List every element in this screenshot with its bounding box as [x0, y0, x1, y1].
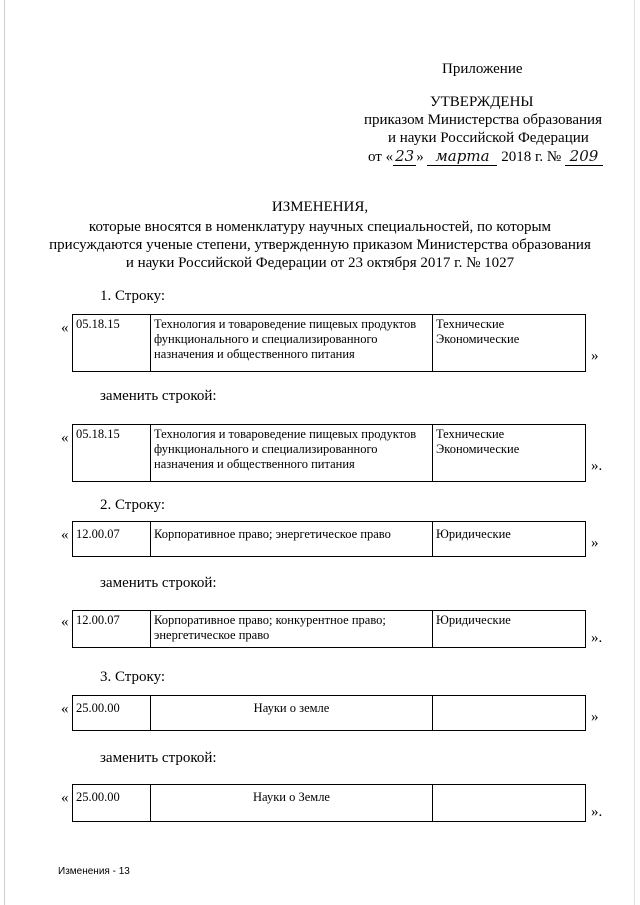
quote-open: «: [61, 790, 69, 806]
table-row: [72, 314, 586, 372]
table-row: [72, 784, 586, 822]
science-field: Юридические: [436, 527, 511, 541]
section-3-old-row: [58, 695, 618, 731]
replace-label-3: заменить строкой:: [100, 750, 217, 766]
scan-edge-left: [4, 0, 5, 905]
quote-open: «: [61, 430, 69, 446]
order-date-line: [368, 148, 603, 167]
specialty-name: Науки о Земле: [151, 785, 433, 821]
page-footer: Изменения - 13: [58, 866, 130, 877]
specialty-name: Технология и товароведение пищевых продуктов функционального и специализированного назначения и общественного питания: [151, 315, 433, 371]
science-field: Технические Экономические: [436, 317, 520, 346]
science-field: Технические Экономические: [436, 427, 520, 456]
section-1-old-row: [58, 314, 618, 372]
table-row: [72, 424, 586, 482]
science-field: Юридические: [436, 613, 511, 627]
replace-label-2: заменить строкой:: [100, 575, 217, 591]
specialty-code: 05.18.15: [73, 315, 151, 371]
quote-close: »: [591, 535, 599, 551]
quote-open: «: [61, 320, 69, 336]
order-day-handwritten: 23: [395, 147, 415, 165]
specialty-name: Технология и товароведение пищевых продуктов функционального и специализированного назначения и общественного питания: [151, 425, 433, 481]
quote-close: ».: [591, 804, 603, 820]
quote-close: ».: [591, 630, 603, 646]
section-2-old-row: [58, 521, 618, 557]
appendix-label: Приложение: [442, 61, 523, 77]
section-2-new-row: [58, 610, 618, 648]
order-year: 2018 г. №: [501, 149, 562, 165]
section-1-new-row: [58, 424, 618, 482]
scan-edge-right: [634, 0, 635, 905]
order-line-2: и науки Российской Федерации: [388, 130, 589, 146]
specialty-code: 25.00.00: [73, 696, 151, 730]
quote-close: »: [591, 709, 599, 725]
title-line-3: и науки Российской Федерации от 23 октября 2017 г. № 1027: [125, 255, 515, 271]
table-row: [72, 521, 586, 557]
specialty-code: 12.00.07: [73, 611, 151, 647]
replace-label-1: заменить строкой:: [100, 388, 217, 404]
table-row: [72, 695, 586, 731]
specialty-name: Науки о земле: [151, 696, 433, 730]
section-3-label: 3. Строку:: [100, 669, 166, 685]
order-prefix: от «: [368, 149, 394, 165]
specialty-name: Корпоративное право; энергетическое право: [151, 522, 433, 556]
quote-close: »: [591, 348, 599, 364]
title-line-1: которые вносятся в номенклатуру научных специальностей, по которым: [88, 219, 552, 235]
quote-close: ».: [591, 458, 603, 474]
quote-open: «: [61, 701, 69, 717]
order-number-handwritten: 209: [565, 148, 603, 166]
order-mid: »: [416, 149, 424, 165]
quote-open: «: [61, 614, 69, 630]
specialty-name: Корпоративное право; конкурентное право; энергетическое право: [151, 611, 433, 647]
specialty-code: 12.00.07: [73, 522, 151, 556]
quote-open: «: [61, 527, 69, 543]
science-field: [433, 785, 585, 821]
specialty-code: 25.00.00: [73, 785, 151, 821]
section-2-label: 2. Строку:: [100, 497, 166, 513]
table-row: [72, 610, 586, 648]
approved-label: УТВЕРЖДЕНЫ: [430, 94, 534, 110]
science-field: [433, 696, 585, 730]
order-month-handwritten: марта: [427, 148, 497, 166]
section-3-new-row: [58, 784, 618, 822]
section-1-label: 1. Строку:: [100, 288, 166, 304]
specialty-code: 05.18.15: [73, 425, 151, 481]
title-line-2: присуждаются ученые степени, утвержденную приказом Министерства образования: [49, 237, 591, 253]
order-line-1: приказом Министерства образования: [364, 112, 602, 128]
document-title: ИЗМЕНЕНИЯ,: [271, 199, 369, 215]
